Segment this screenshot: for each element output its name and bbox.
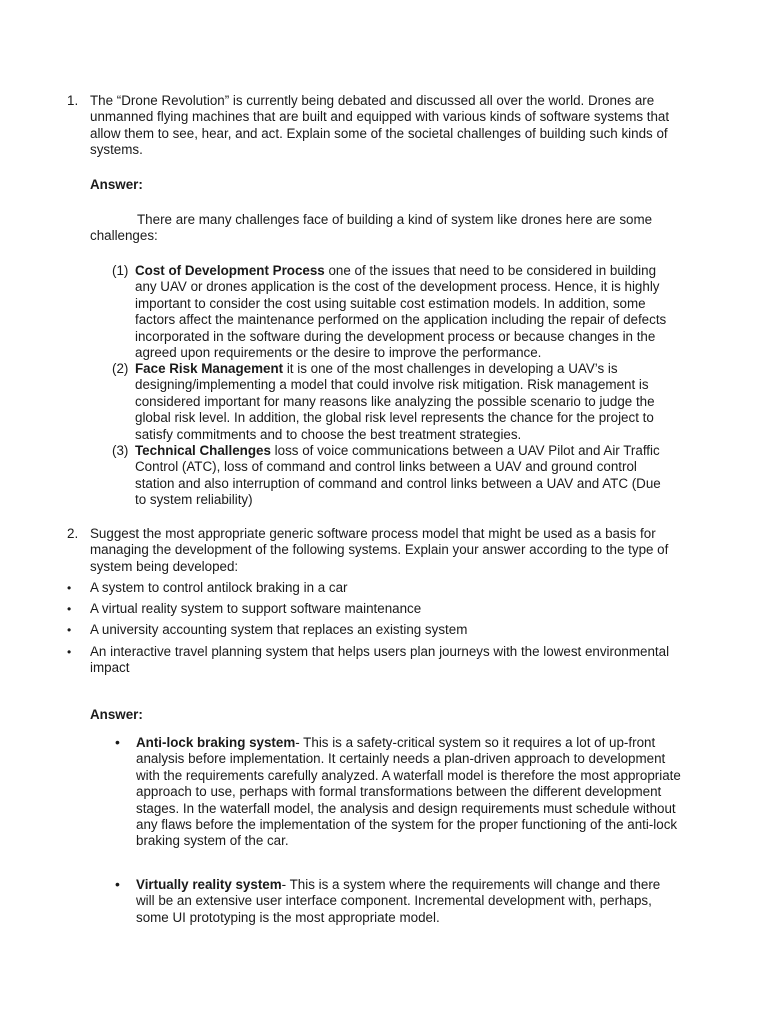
question-2-answer-label: Answer:	[90, 707, 143, 722]
system-4-bullet: •	[67, 645, 72, 659]
question-1-number: 1.	[67, 93, 79, 108]
answer-1-bullet: •	[115, 734, 120, 750]
answer-2-bullet: •	[115, 876, 120, 892]
challenge-3-title: Technical Challenges	[135, 443, 271, 458]
challenge-1-title: Cost of Development Process	[135, 263, 325, 278]
challenge-1	[135, 263, 675, 361]
challenge-1-marker: (1)	[112, 263, 129, 278]
system-3-bullet: •	[67, 623, 72, 637]
system-2: A virtual reality system to support software maintenance	[90, 601, 422, 616]
answer-2-title: Virtually reality system	[136, 877, 282, 892]
challenge-3-body: loss of voice communications between a UAV Pilot and Air Traffic Control (ATC), loss of command and control links between a UAV and ground control station and also interruption of command and control links between a UAV and ATC (Due to system reliability)	[135, 443, 661, 508]
system-3: A university accounting system that replaces an existing system	[90, 622, 468, 637]
question-1-answer-label: Answer:	[90, 177, 143, 192]
answer-1-body: - This is a safety-critical system so it requires a lot of up-front analysis before implementation. It certainly needs a plan-driven approach to development with the requirements carefully analyzed. A waterfall model is therefore the most appropriate approach to use, perhaps with formal transformations between the different development stages. In the waterfall model, the analysis and design requirements must schedule without any flaws before the implementation of the system for the proper functioning of the anti-lock braking system of the car.	[136, 735, 681, 849]
answer-2-body: - This is a system where the requirements will change and there will be an extensive user interface component. Incremental development with, perhaps, some UI prototyping is the most appropriate model.	[136, 877, 661, 925]
challenge-3	[135, 443, 675, 509]
answer-1-title: Anti-lock braking system	[136, 735, 296, 750]
challenge-3-marker: (3)	[112, 443, 129, 458]
system-1: A system to control antilock braking in a car	[90, 580, 348, 595]
system-4: An interactive travel planning system that helps users plan journeys with the lowest environmental impact	[90, 644, 670, 676]
answer-2	[136, 877, 681, 926]
system-2-bullet: •	[67, 602, 72, 616]
challenge-2-body: it is one of the most challenges in developing a UAV’s is designing/implementing a model that could involve risk mitigation. Risk management is considered important for many reasons like analyzing the possible scenario to judge the global risk level. In addition, the global risk level represents the chance for the project to satisfy commitments and to choose the best treatment strategies.	[135, 361, 655, 442]
question-2-text: Suggest the most appropriate generic software process model that might be used as a basis for managing the development of the following systems. Explain your answer according to the type of system being developed:	[90, 526, 669, 574]
challenge-1-body: one of the issues that need to be considered in building any UAV or drones application is the cost of the development process. Hence, it is highly important to consider the cost using suitable cost estimation models. In addition, some factors affect the maintenance performed on the application including the repair of defects incorporated in the software during the development process or because changes in the agreed upon requirements or the desire to improve the performance.	[135, 263, 667, 361]
answer-1	[136, 735, 681, 850]
question-2-number: 2.	[67, 526, 79, 541]
system-1-bullet: •	[67, 581, 72, 595]
challenge-2-marker: (2)	[112, 361, 129, 376]
question-1-answer-intro: There are many challenges face of building a kind of system like drones here are some challenges:	[90, 212, 653, 244]
challenge-2	[135, 361, 675, 443]
question-1-text: The “Drone Revolution” is currently being debated and discussed all over the world. Drones are unmanned flying machines that are built and equipped with various kinds of software systems that allow them to see, hear, and act. Explain some of the societal challenges of building such kinds of systems.	[90, 93, 670, 158]
challenge-2-title: Face Risk Management	[135, 361, 284, 376]
